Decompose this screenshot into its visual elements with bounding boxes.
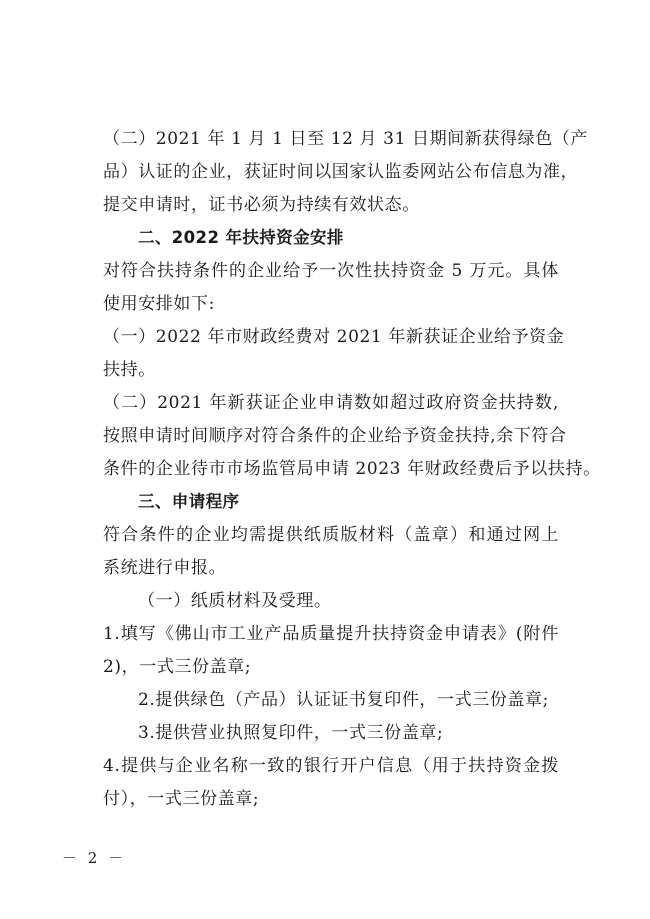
paragraph-line: 系统进行申报。 bbox=[103, 558, 227, 578]
list-item: 4.提供与企业名称一致的银行开户信息（用于扶持资金拨 bbox=[103, 756, 559, 776]
paragraph-line: 提交申请时，证书必须为持续有效状态。 bbox=[103, 195, 420, 215]
paragraph-line: 按照申请时间顺序对符合条件的企业给予资金扶持,余下符合 bbox=[103, 426, 567, 446]
subsection-title: （一）纸质材料及受理。 bbox=[138, 591, 332, 611]
section-heading: 三、申请程序 bbox=[138, 492, 240, 511]
paragraph-line: （一）2022 年市财政经费对 2021 年新获证企业给予资金 bbox=[103, 327, 565, 347]
paragraph-line: 使用安排如下: bbox=[103, 294, 215, 314]
paragraph-line: 品）认证的企业，获证时间以国家认监委网站公布信息为准， bbox=[103, 162, 579, 182]
paragraph-line: （二）2021 年 1 月 1 日至 12 月 31 日期间新获得绿色（产 bbox=[103, 129, 588, 149]
paragraph-line: 符合条件的企业均需提供纸质版材料（盖章）和通过网上 bbox=[103, 525, 559, 545]
paragraph-line: 对符合扶持条件的企业给予一次性扶持资金 5 万元。具体 bbox=[103, 261, 559, 281]
list-item-continuation: 付），一式三份盖章; bbox=[103, 789, 260, 809]
list-item: 2.提供绿色（产品）认证证书复印件，一式三份盖章; bbox=[138, 690, 549, 710]
page-number: － 2 － bbox=[62, 849, 127, 867]
list-item: 1.填写《佛山市工业产品质量提升扶持资金申请表》(附件 bbox=[103, 624, 559, 644]
section-heading: 二、2022 年扶持资金安排 bbox=[138, 228, 344, 247]
list-item: 3.提供营业执照复印件，一式三份盖章; bbox=[138, 723, 444, 743]
paragraph-line: 扶持。 bbox=[103, 360, 156, 380]
paragraph-line: （二）2021 年新获证企业申请数如超过政府资金扶持数, bbox=[103, 393, 559, 413]
list-item-continuation: 2)，一式三份盖章; bbox=[103, 657, 252, 677]
paragraph-line: 条件的企业待市市场监管局申请 2023 年财政经费后予以扶持。 bbox=[103, 459, 601, 479]
